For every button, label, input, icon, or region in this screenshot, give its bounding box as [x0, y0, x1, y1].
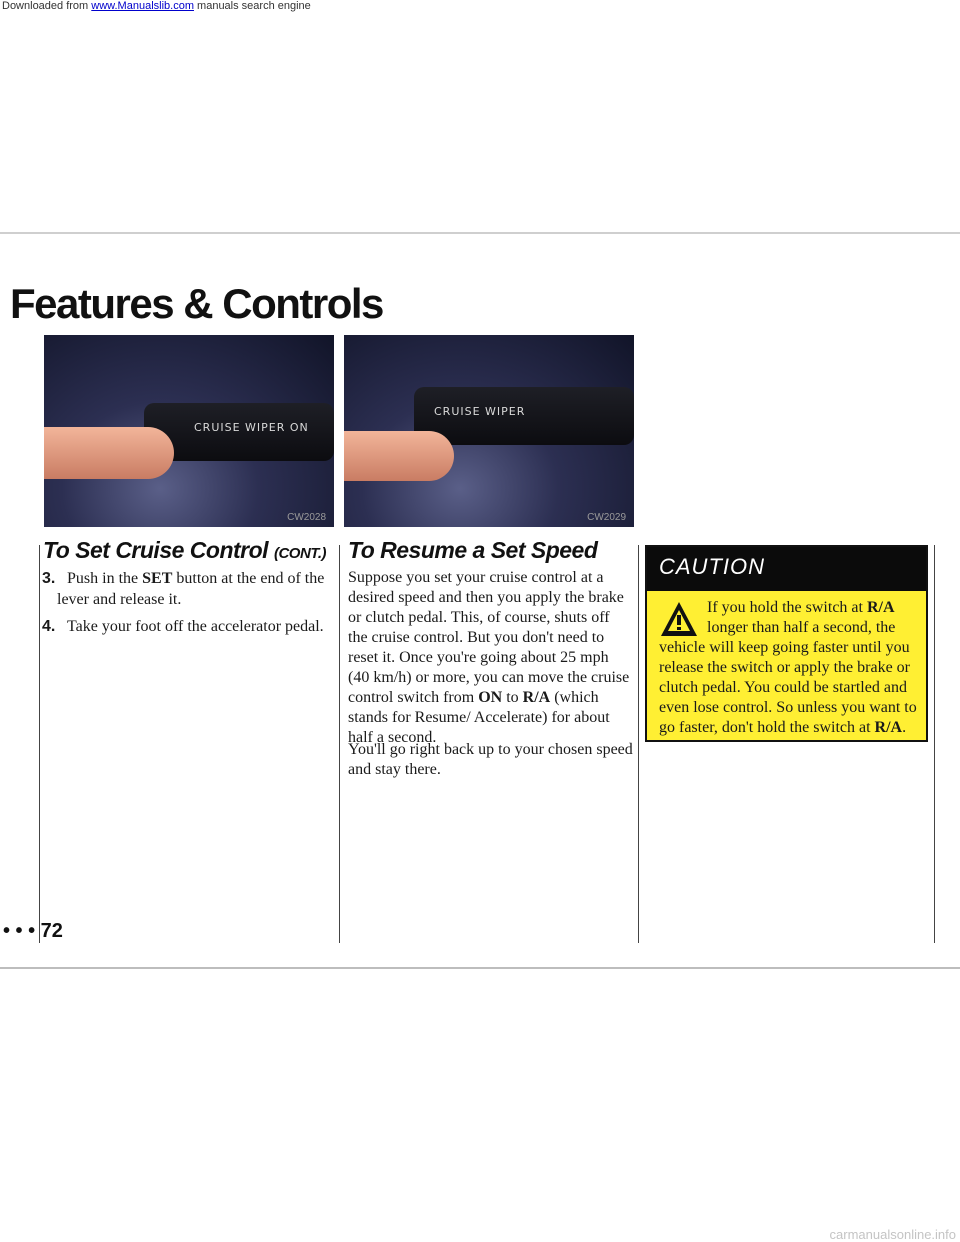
- cruise-lever-photo-resume: [344, 335, 634, 527]
- page-title: Features & Controls: [10, 280, 383, 327]
- lever-label: CRUISE WIPER ON: [194, 421, 309, 434]
- column-rule: [638, 545, 639, 943]
- warning-triangle-icon: [659, 600, 699, 638]
- download-banner: [0, 0, 960, 14]
- caution-title: CAUTION: [659, 554, 765, 579]
- step-item: [43, 616, 333, 637]
- column-rule: [339, 545, 340, 943]
- on-label: ON: [478, 689, 503, 706]
- column-rule: [39, 545, 40, 943]
- heading-text: To Set Cruise Control: [43, 537, 274, 563]
- lever-label: CRUISE WIPER: [434, 405, 526, 418]
- photo-code: CW2029: [587, 512, 626, 523]
- step-text: Push in the SET button at the end of the lever and release it.: [57, 570, 325, 608]
- resume-paragraph-2: You'll go right back up to your chosen speed and stay there.: [348, 741, 633, 778]
- column-rule: [934, 545, 935, 943]
- banner-suffix: manuals search engine: [193, 0, 311, 12]
- page-number: • • • 72: [3, 920, 63, 942]
- bottom-divider: [0, 967, 960, 969]
- caution-box: [645, 545, 928, 742]
- photo-code: CW2028: [287, 512, 326, 523]
- set-button-label: SET: [142, 570, 173, 587]
- banner-prefix: Downloaded from: [2, 0, 92, 12]
- step-number: 4.: [42, 618, 56, 635]
- manualslib-link[interactable]: www.Manualslib.com: [91, 0, 194, 12]
- caution-text: If you hold the switch at R/A longer than half a second, the vehicle will keep going faster until you release the switch or apply the brake or clutch pedal. You could be startled and even lose control. So unless you want to go faster, don't hold the switch at R/A.: [659, 599, 917, 736]
- step-text: Take your foot off the accelerator pedal.: [67, 618, 324, 635]
- finger-illustration: [44, 427, 174, 479]
- step-item: [43, 568, 333, 610]
- ra-label: R/A: [874, 719, 903, 736]
- finger-illustration: [344, 431, 454, 481]
- watermark: carmanualsonline.info: [829, 1227, 956, 1242]
- steps-list: [43, 568, 333, 643]
- top-divider: [0, 232, 960, 234]
- step-number: 3.: [42, 570, 56, 587]
- section-heading-resume: To Resume a Set Speed: [348, 537, 598, 563]
- resume-paragraph-1: Suppose you set your cruise control at a desired speed and then you apply the brake or clutch pedal. This, of course, shuts off the cruise control. But you don't need to reset it. Once you're going about 25 mph (40 km/h) or more, you can move the cruise control switch from ON to R/A (which stands for Resume/ Accelerate) for about half a second.: [348, 569, 630, 746]
- cruise-lever-photo-set: [44, 335, 334, 527]
- section-heading-set: [43, 537, 326, 564]
- ra-label: R/A: [866, 599, 895, 616]
- heading-cont: (CONT.): [273, 545, 326, 562]
- caution-header: [647, 547, 926, 591]
- ra-label: R/A: [522, 689, 551, 706]
